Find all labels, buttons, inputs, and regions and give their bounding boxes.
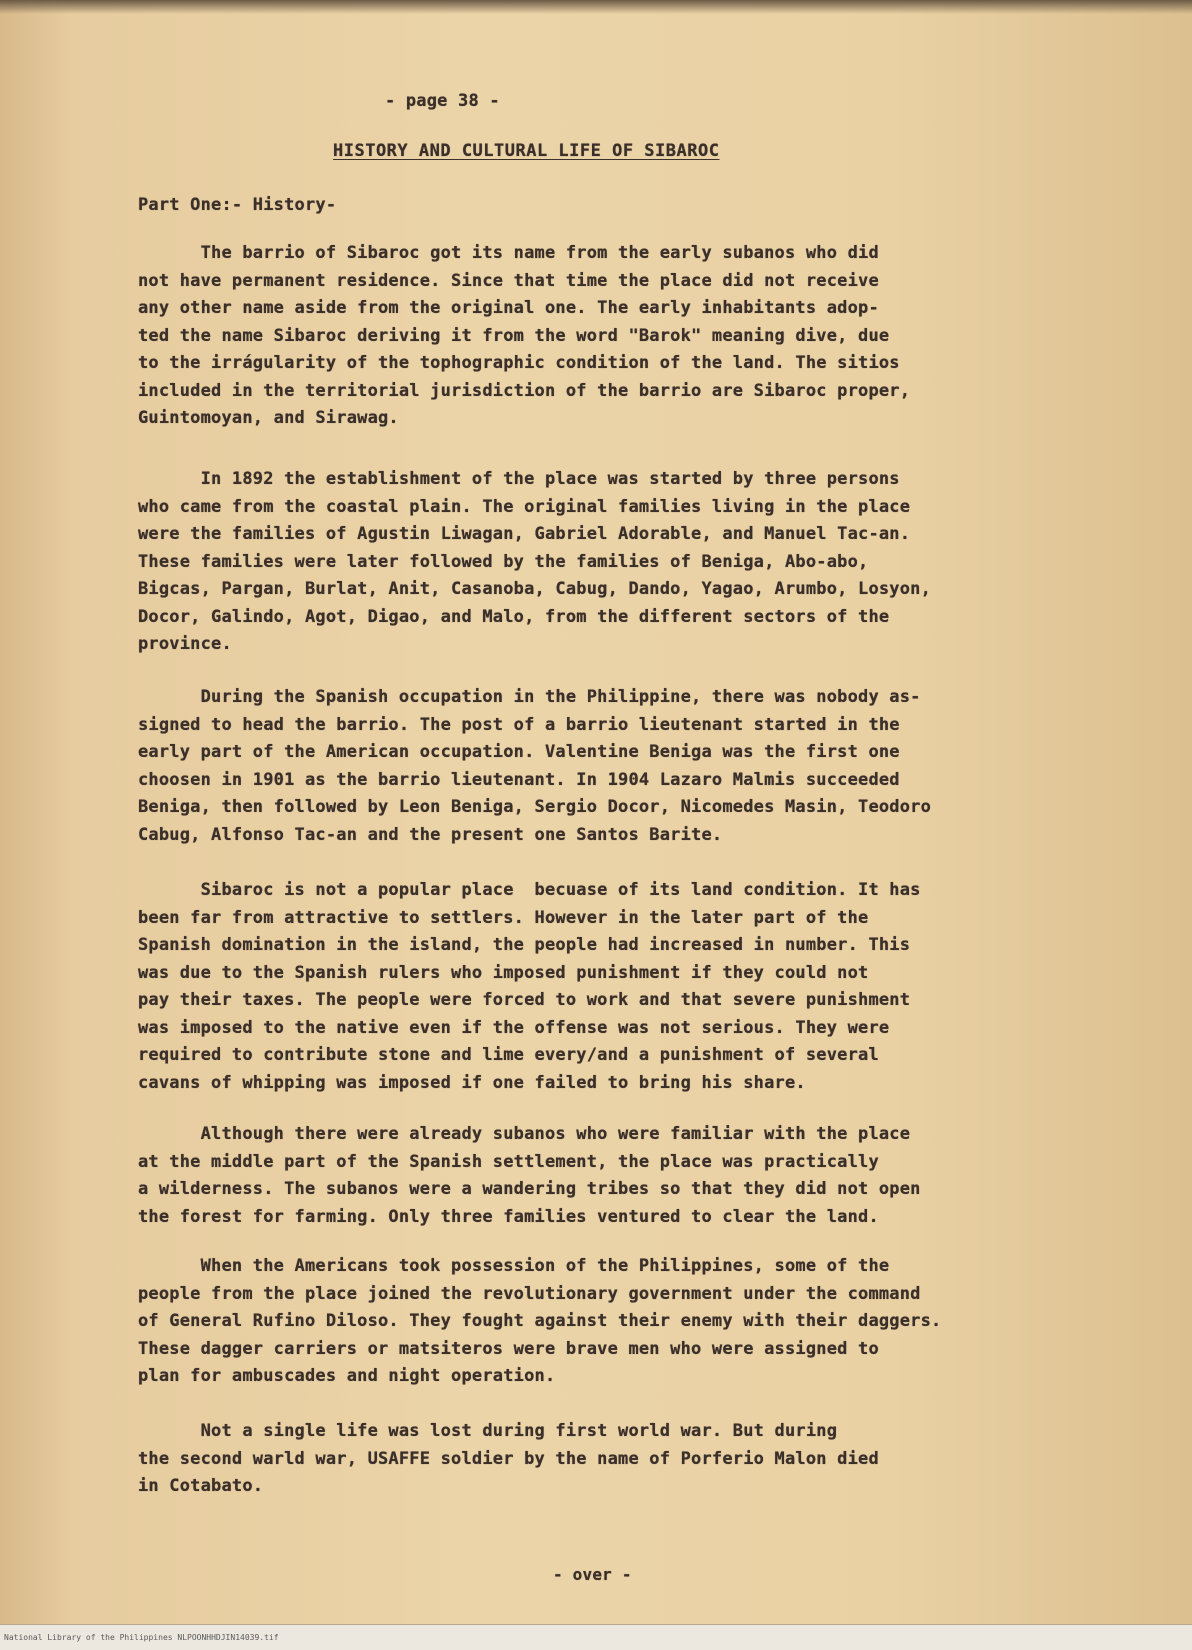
- over-label: - over -: [553, 1565, 632, 1584]
- text-line: was due to the Spanish rulers who imposed punishment if they could not: [138, 962, 869, 983]
- paragraph-3: [138, 684, 1158, 849]
- text-line: In 1892 the establishment of the place was started by three persons: [138, 469, 900, 489]
- text-line: to the irrágularity of the tophographic condition of the land. The sitios: [138, 353, 900, 373]
- text-line: Bigcas, Pargan, Burlat, Anit, Casanoba, Cabug, Dando, Yagao, Arumbo, Losyon,: [138, 579, 932, 599]
- text-line: was imposed to the native even if the offense was not serious. They were: [138, 1017, 890, 1038]
- text-line: not have permanent residence. Since that time the place did not receive: [138, 270, 879, 291]
- text-line: at the middle part of the Spanish settlement, the place was practically: [138, 1151, 879, 1172]
- text-line: Docor, Galindo, Agot, Digao, and Malo, from the different sectors of the: [138, 606, 890, 627]
- text-line: Spanish domination in the island, the people had increased in number. This: [138, 935, 911, 955]
- paragraph-1: [138, 240, 1158, 433]
- paragraph-5: [138, 1121, 1158, 1231]
- text-line: cavans of whipping was imposed if one failed to bring his share.: [138, 1072, 806, 1093]
- paragraph-7: [138, 1418, 1158, 1501]
- document-title: HISTORY AND CULTURAL LIFE OF SIBAROC: [333, 141, 720, 161]
- text-line: plan for ambuscades and night operation.: [138, 1366, 556, 1386]
- text-line: of General Rufino Diloso. They fought against their enemy with their daggers.: [138, 1311, 942, 1331]
- text-line: province.: [138, 634, 232, 654]
- text-line: people from the place joined the revolutionary government under the command: [138, 1283, 921, 1304]
- text-line: a wilderness. The subanos were a wandering tribes so that they did not open: [138, 1179, 921, 1199]
- text-line: During the Spanish occupation in the Philippine, there was nobody as-: [138, 687, 921, 707]
- text-line: Not a single life was lost during first world war. But during: [138, 1421, 838, 1441]
- text-line: Although there were already subanos who were familiar with the place: [138, 1124, 911, 1144]
- paragraph-4: [138, 877, 1158, 1097]
- text-line: been far from attractive to settlers. However in the later part of the: [138, 907, 869, 928]
- scan-footer-label: National Library of the Philippines NLPOONHHDJIN14039.tif: [4, 1633, 279, 1642]
- paragraph-6: [138, 1253, 1158, 1391]
- text-line: Guintomoyan, and Sirawag.: [138, 408, 399, 428]
- text-line: pay their taxes. The people were forced to work and that severe punishment: [138, 990, 911, 1010]
- text-line: These dagger carriers or matsiteros were brave men who were assigned to: [138, 1338, 879, 1359]
- text-line: were the families of Agustin Liwagan, Gabriel Adorable, and Manuel Tac-an.: [138, 524, 911, 544]
- text-line: required to contribute stone and lime every/and a punishment of several: [138, 1045, 879, 1065]
- text-line: Sibaroc is not a popular place becuase of its land condition. It has: [138, 880, 921, 900]
- text-line: any other name aside from the original one. The early inhabitants adop-: [138, 298, 879, 318]
- text-line: Cabug, Alfonso Tac-an and the present one Santos Barite.: [138, 824, 723, 845]
- text-line: signed to head the barrio. The post of a barrio lieutenant started in the: [138, 714, 900, 735]
- text-line: The barrio of Sibaroc got its name from the early subanos who did: [138, 243, 879, 263]
- text-line: choosen in 1901 as the barrio lieutenant. In 1904 Lazaro Malmis succeeded: [138, 769, 900, 790]
- text-line: early part of the American occupation. Valentine Beniga was the first one: [138, 742, 900, 762]
- text-line: who came from the coastal plain. The original families living in the place: [138, 496, 911, 517]
- text-line: in Cotabato.: [138, 1476, 264, 1496]
- page-top-shadow: [0, 0, 1192, 14]
- text-line: These families were later followed by the families of Beniga, Abo-abo,: [138, 551, 869, 572]
- text-line: the second warld war, USAFFE soldier by the name of Porferio Malon died: [138, 1448, 879, 1469]
- text-line: ted the name Sibaroc deriving it from the word "Barok" meaning dive, due: [138, 325, 890, 346]
- text-line: When the Americans took possession of the Philippines, some of the: [138, 1256, 890, 1276]
- paragraph-2: [138, 466, 1158, 659]
- text-line: the forest for farming. Only three families ventured to clear the land.: [138, 1206, 879, 1227]
- text-line: Beniga, then followed by Leon Beniga, Sergio Docor, Nicomedes Masin, Teodoro: [138, 797, 932, 817]
- part-heading: Part One:- History-: [138, 195, 337, 215]
- text-line: included in the territorial jurisdiction of the barrio are Sibaroc proper,: [138, 380, 911, 401]
- page-number: - page 38 -: [385, 91, 500, 111]
